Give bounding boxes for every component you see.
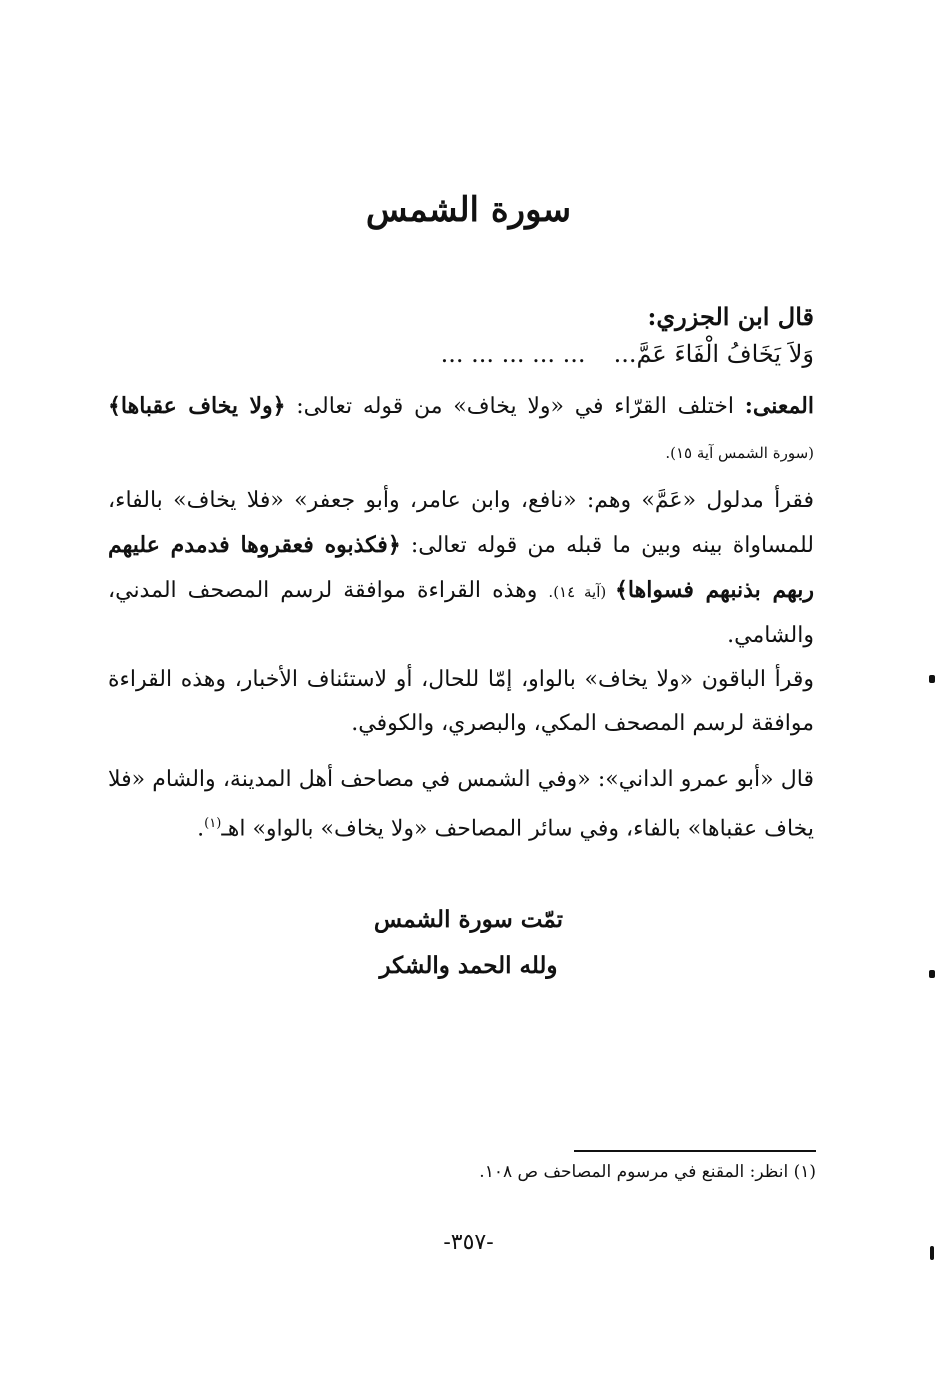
verse-text: وَلاَ يَخَافُ الْفَاءَ عَمَّ... xyxy=(613,340,814,368)
scan-mark xyxy=(929,970,935,978)
footnote-marker: (١) xyxy=(204,816,222,831)
footnote: (١) انظر: المقنع في مرسوم المصاحف ص ١٠٨. xyxy=(479,1162,816,1182)
paragraph-reading-fa xyxy=(108,479,814,658)
ayah-reference: (آية ١٤). xyxy=(548,583,616,601)
page-title: سورة الشمس xyxy=(365,190,572,230)
meaning-label: المعنى: xyxy=(744,393,814,419)
closing-line-2: ولله الحمد والشكر xyxy=(379,952,558,979)
quran-quote: ﴿فكذبوه فعقروها فدمدم عليهم ربهم بذنبهم فسواها﴾ xyxy=(108,532,814,603)
dani-quote-end: . xyxy=(197,816,205,842)
section-heading: قال ابن الجزري: xyxy=(647,302,814,331)
paragraph-meaning xyxy=(108,384,814,475)
dani-quote-text: قال «أبو عمرو الداني»: «وفي الشمس في مصاحف أهل المدينة، والشام «فلا يخاف عقباها» بالفاء، وفي سائر المصاحف «ولا يخاف» بالواو» اهـ xyxy=(108,767,814,842)
paragraph-reading-waw: وقرأ الباقون «ولا يخاف» بالواو، إمّا للحال، أو لاستئناف الأخبار، وهذه القراءة موافقة لرسم المصحف المكي، والبصري، والكوفي. xyxy=(108,667,814,736)
page-number: -٣٥٧- xyxy=(443,1230,494,1255)
quran-quote: ﴿ولا يخاف عقباها﴾ xyxy=(108,393,286,419)
paragraph-dani-quote xyxy=(108,758,814,851)
footnote-divider xyxy=(574,1150,816,1152)
reading-fa-text: فقرأ مدلول «عَمَّ» وهم: «نافع، وابن عامر، وأبو جعفر» «فلا يخاف» بالفاء، للمساواة بينه وبين ما قبله من قوله تعالى: xyxy=(108,488,814,558)
reading-fa-note: وهذه القراءة موافقة لرسم المصحف المدني، والشامي. xyxy=(108,578,814,648)
verse-dots: ... ... ... ... ... xyxy=(440,340,586,368)
meaning-text: اختلف القرّاء في «ولا يخاف» من قوله تعالى: xyxy=(285,394,745,419)
scan-mark xyxy=(929,675,935,683)
surah-reference: (سورة الشمس آية ١٥). xyxy=(665,444,814,462)
closing-line-1: تمّت سورة الشمس xyxy=(373,906,564,933)
scan-mark xyxy=(930,1246,934,1260)
verse-line xyxy=(108,340,814,368)
